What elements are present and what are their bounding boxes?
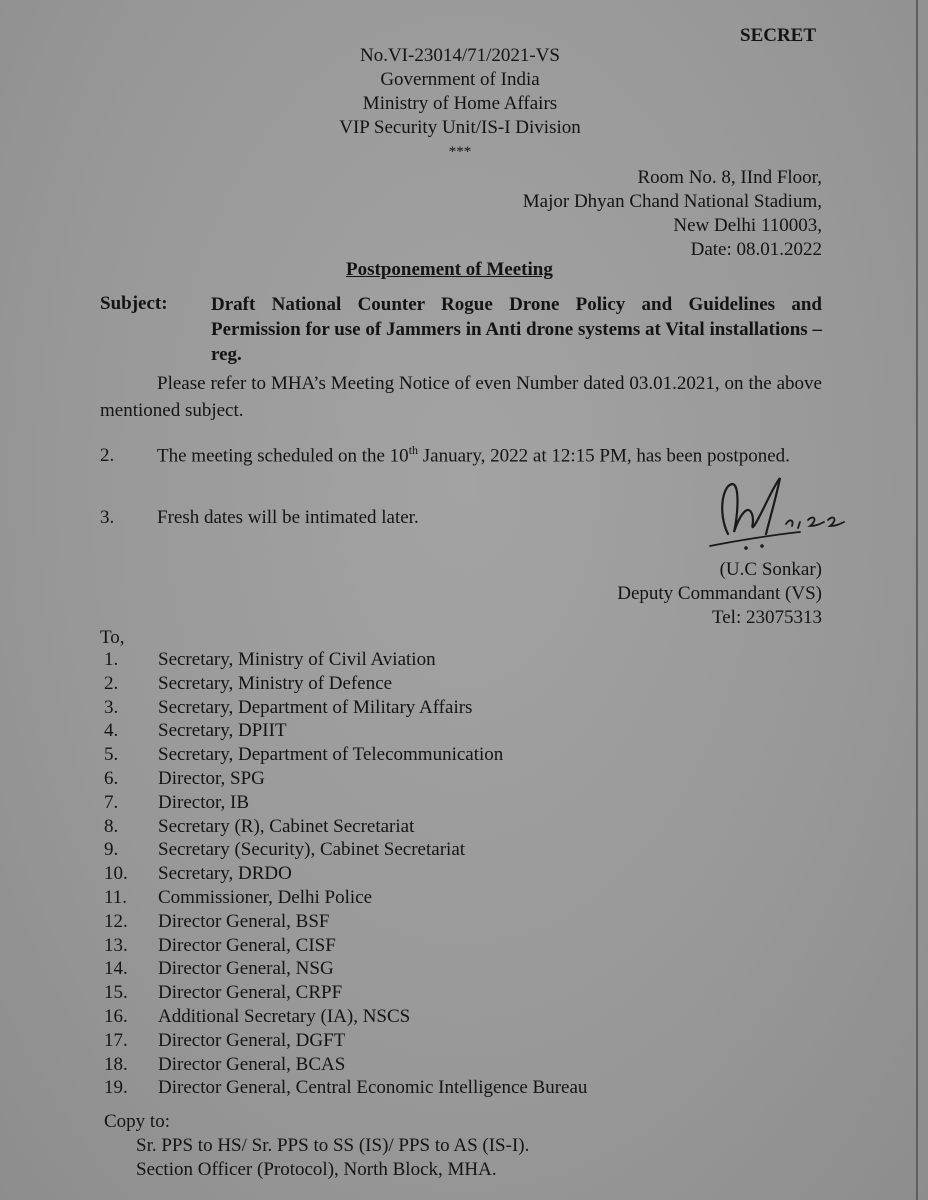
list-item-text: Secretary, Ministry of Defence: [158, 672, 393, 694]
signatory-phone: Tel: 23075313: [711, 607, 822, 628]
list-item-text: Secretary, DPIIT: [158, 720, 287, 742]
subject-text: Draft National Counter Rogue Drone Policy and Guidelines and Permission for use of Jammers in Anti drone systems at Vital installations – reg.: [211, 294, 822, 365]
list-item: [104, 767, 587, 791]
list-item-text: Secretary, Department of Military Affairs: [158, 696, 473, 718]
list-item-number: 6.: [104, 767, 119, 789]
copy-to-line-2: Section Officer (Protocol), North Block, MHA.: [136, 1159, 497, 1180]
list-item-text: Secretary, Department of Telecommunication: [158, 744, 504, 766]
list-item: [104, 1076, 587, 1100]
list-item-text: Additional Secretary (IA), NSCS: [158, 1005, 411, 1027]
list-item-number: 13.: [104, 934, 128, 956]
document-date: Date: 08.01.2022: [690, 239, 822, 260]
list-item-text: Director General, DGFT: [158, 1029, 346, 1051]
list-item: [104, 957, 587, 981]
address-line-2: Major Dhyan Chand National Stadium,: [522, 191, 822, 212]
subject-label: Subject:: [100, 293, 168, 314]
list-item-number: 8.: [104, 815, 119, 837]
list-item-number: 19.: [104, 1077, 128, 1099]
list-item-number: 5.: [104, 744, 119, 766]
list-item: [104, 815, 587, 839]
paragraph-2: [100, 437, 822, 469]
address-line-3: New Delhi 110003,: [673, 215, 822, 236]
list-item: [104, 1053, 587, 1077]
list-item-number: 15.: [104, 982, 128, 1004]
list-item-text: Secretary, DRDO: [158, 863, 292, 885]
list-item-text: Director General, CRPF: [158, 982, 343, 1004]
list-item: [104, 791, 587, 815]
list-item-text: Director General, NSG: [158, 958, 334, 980]
list-item-number: 12.: [104, 910, 128, 932]
paragraph-3-text: Fresh dates will be intimated later.: [157, 507, 419, 528]
header-separator: ***: [448, 144, 472, 160]
list-item-number: 9.: [104, 839, 119, 861]
paragraph-1: Please refer to MHA’s Meeting Notice of even Number dated 03.01.2021, on the above mentioned subject.: [100, 373, 822, 421]
list-item-text: Director, SPG: [158, 767, 265, 789]
list-item-text: Director, IB: [158, 791, 250, 813]
list-item: [104, 1005, 587, 1029]
file-number: No.VI-23014/71/2021-VS: [359, 45, 561, 66]
list-item: [104, 1029, 587, 1053]
list-item-text: Commissioner, Delhi Police: [158, 886, 373, 908]
classification-mark: SECRET: [740, 25, 817, 46]
list-item: [104, 838, 587, 862]
list-item-number: 16.: [104, 1005, 128, 1027]
list-item: [104, 648, 587, 672]
list-item-text: Director General, BCAS: [158, 1053, 346, 1075]
list-item: [104, 886, 587, 910]
list-item: [104, 981, 587, 1005]
unit-line: VIP Security Unit/IS-I Division: [339, 117, 581, 138]
ministry-line: Ministry of Home Affairs: [362, 93, 558, 114]
ordinal-suffix: th: [408, 443, 419, 457]
list-item-text: Secretary, Ministry of Civil Aviation: [158, 649, 436, 670]
list-item: [104, 719, 587, 743]
paragraph-3-number: 3.: [100, 507, 115, 528]
list-item-number: 18.: [104, 1053, 128, 1075]
page-edge: [916, 0, 918, 1200]
list-item-number: 17.: [104, 1029, 128, 1051]
list-item: [104, 672, 587, 696]
recipient-list: [104, 648, 587, 1100]
recipients-label: To,: [100, 627, 125, 648]
list-item-text: Director General, CISF: [158, 934, 336, 956]
paragraph-2-text: The meeting scheduled on the 10: [157, 445, 409, 467]
list-item-number: 2.: [104, 672, 119, 694]
list-item-text: Secretary (Security), Cabinet Secretariat: [158, 839, 466, 861]
list-item: [104, 910, 587, 934]
list-item-text: Director General, BSF: [158, 910, 330, 932]
list-item-number: 11.: [104, 886, 128, 908]
paragraph-2-number: 2.: [100, 445, 115, 467]
list-item-number: 14.: [104, 958, 128, 980]
list-item-number: 10.: [104, 863, 128, 885]
document-heading: Postponement of Meeting: [346, 259, 553, 280]
list-item-text: Secretary (R), Cabinet Secretariat: [158, 815, 415, 837]
list-item-number: 4.: [104, 720, 119, 742]
handwritten-signature: [700, 474, 850, 564]
list-item-text: Director General, Central Economic Intelligence Bureau: [158, 1077, 588, 1099]
signatory-name: (U.C Sonkar): [719, 559, 822, 580]
address-line-1: Room No. 8, IInd Floor,: [637, 167, 822, 188]
copy-to-line-1: Sr. PPS to HS/ Sr. PPS to SS (IS)/ PPS to AS (IS-I).: [136, 1135, 530, 1156]
paragraph-2-text-end: January, 2022 at 12:15 PM, has been postponed.: [418, 445, 790, 467]
signatory-designation: Deputy Commandant (VS): [617, 583, 822, 604]
list-item: [104, 934, 587, 958]
list-item-number: 3.: [104, 696, 119, 718]
list-item-number: 7.: [104, 791, 119, 813]
list-item: [104, 743, 587, 767]
list-item-number: 1.: [104, 649, 119, 670]
list-item: [104, 696, 587, 720]
list-item: [104, 862, 587, 886]
government-line: Government of India: [380, 69, 540, 90]
copy-to-label: Copy to:: [104, 1111, 170, 1132]
